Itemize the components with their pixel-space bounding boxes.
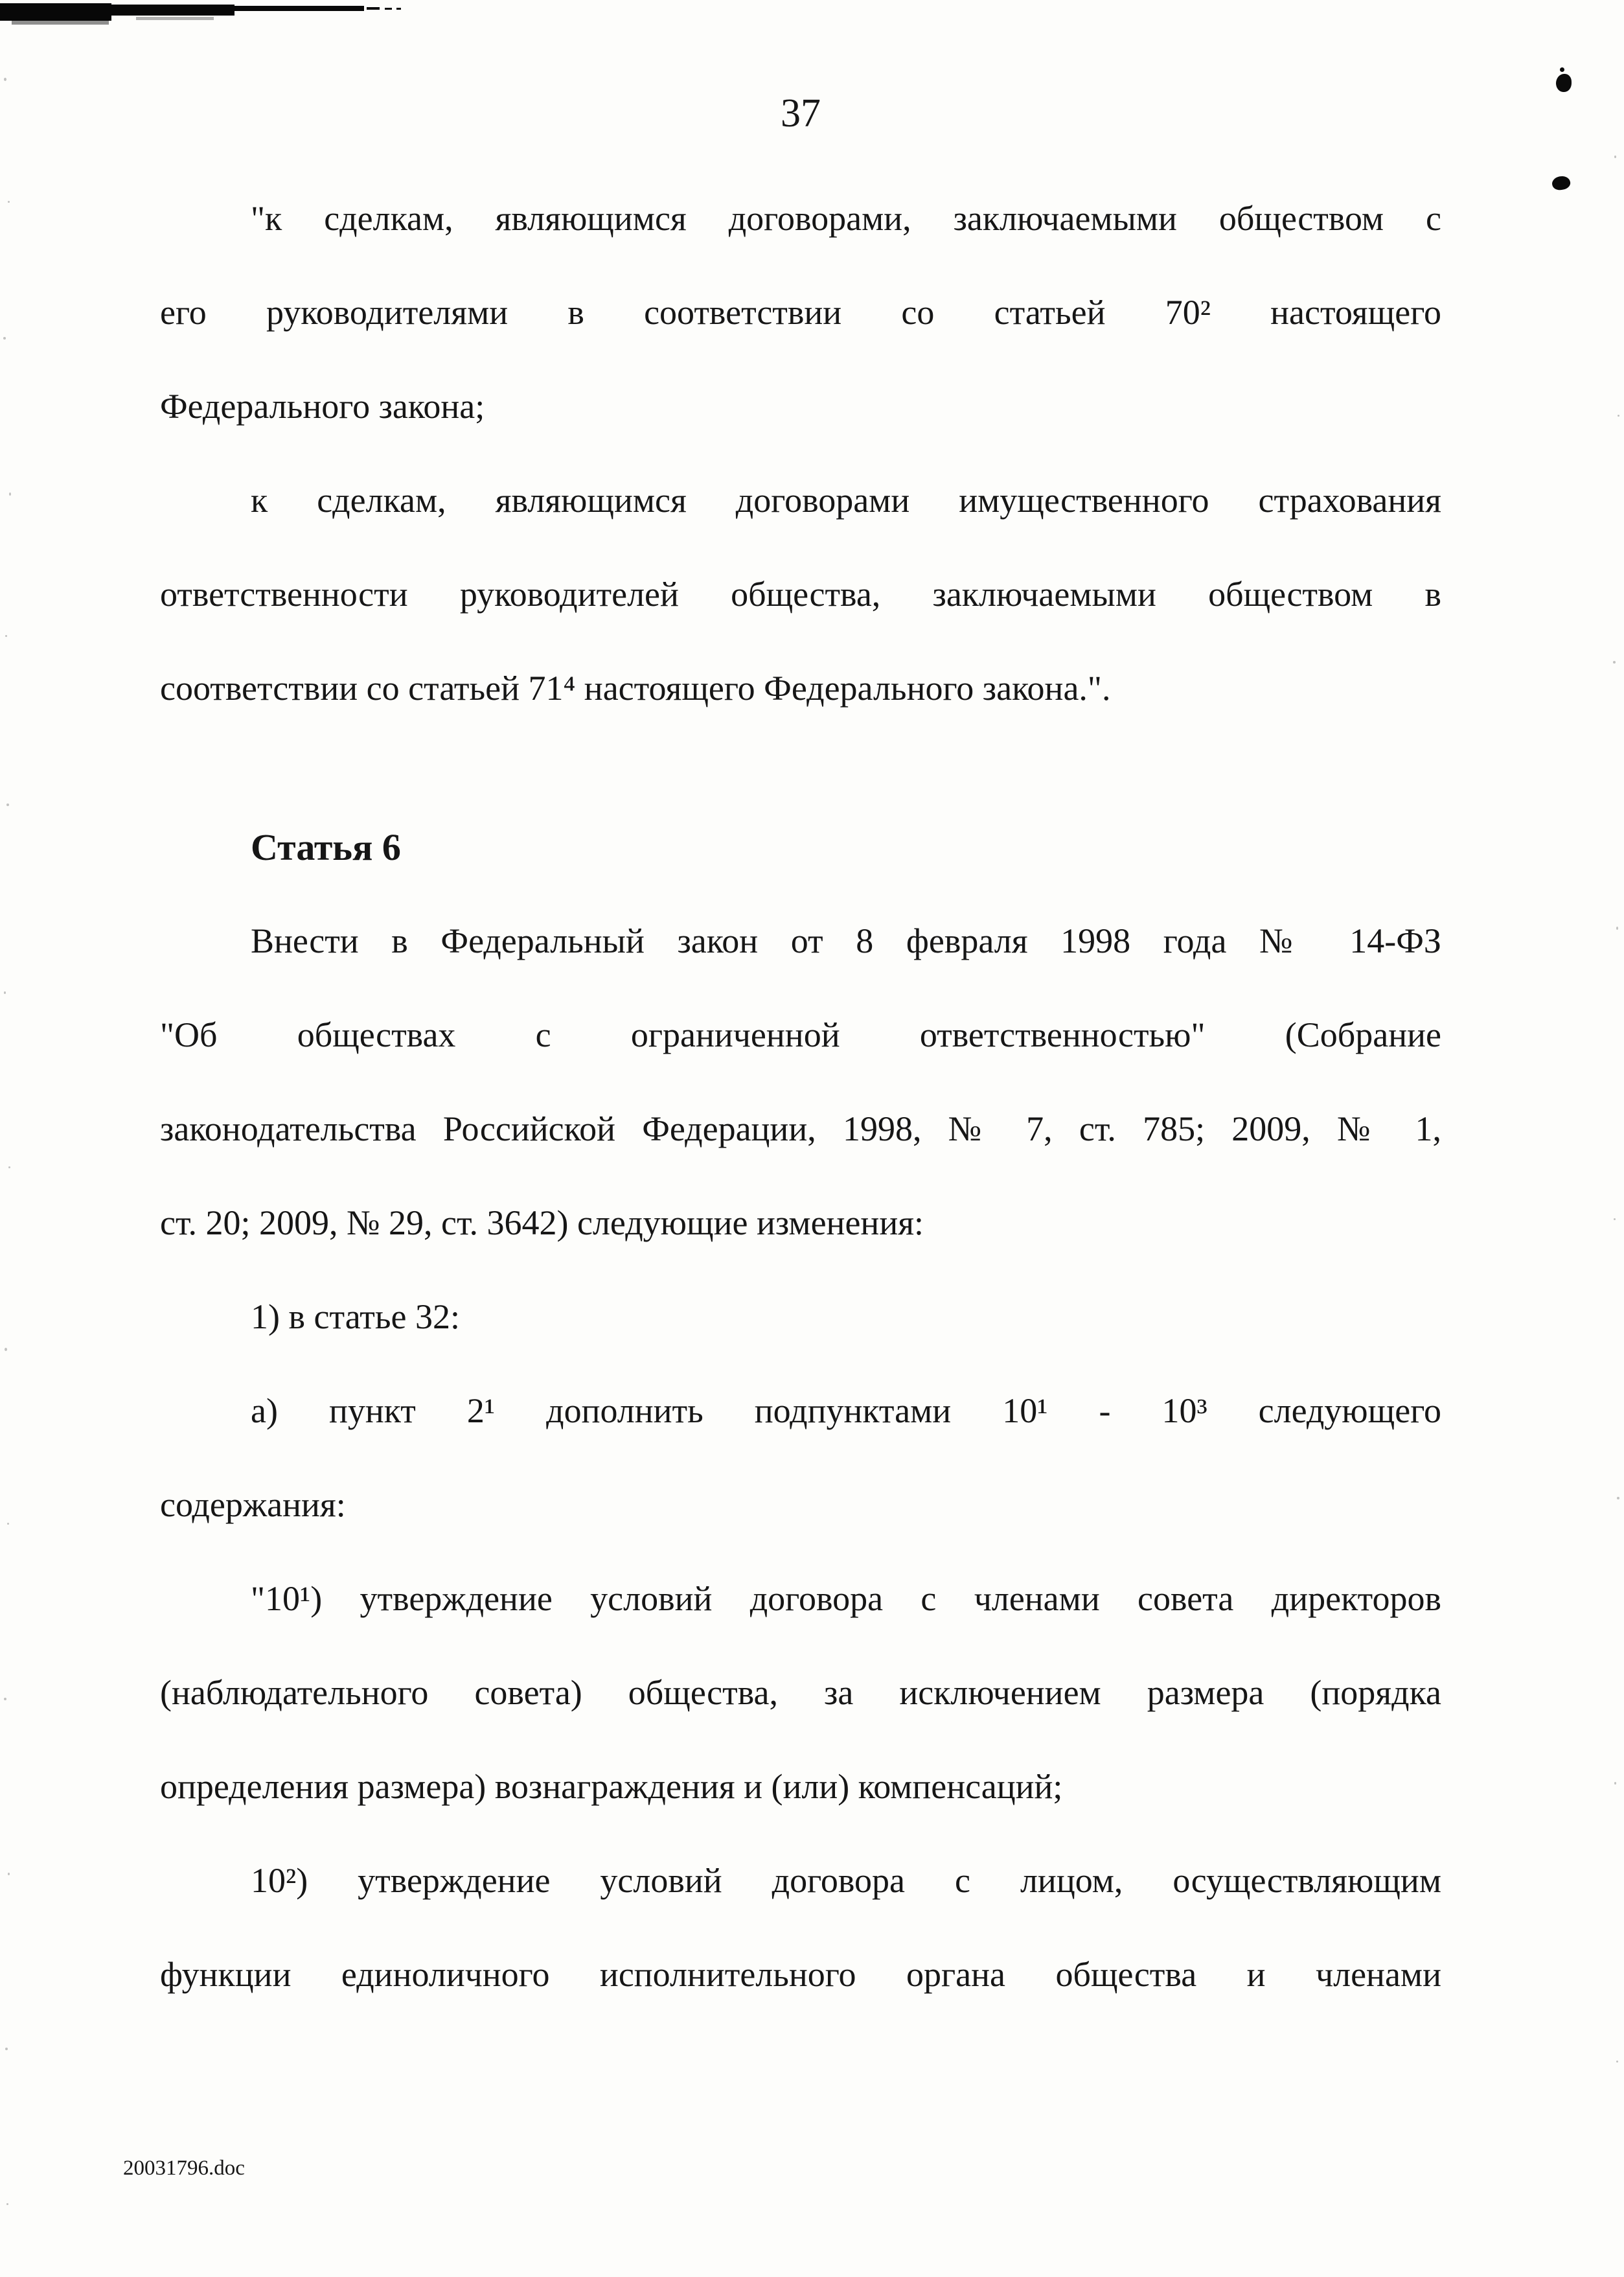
scan-speck [1613, 661, 1616, 664]
scan-speck [5, 1348, 7, 1351]
scan-speck [7, 1523, 9, 1525]
scan-speck [5, 635, 7, 637]
text-line: Федерального закона; [160, 387, 485, 426]
text-line: "10¹) утверждение условий договора с членами совета директоров [251, 1579, 1441, 1618]
paragraph [160, 1834, 1441, 2022]
text-line: "к сделкам, являющимся договорами, заключаемыми обществом с [251, 199, 1441, 238]
text-line: функции единоличного исполнительного органа общества и членами [160, 1955, 1441, 1994]
paragraph [160, 454, 1441, 735]
ink-blot [1551, 174, 1572, 191]
text-line: 1) в статье 32: [251, 1297, 460, 1336]
scan-speck [9, 492, 11, 496]
scan-artifact-top [0, 0, 531, 31]
paragraph [160, 1270, 1441, 1364]
text-line: Внести в Федеральный закон от 8 февраля 1998 года № 14-ФЗ [251, 921, 1441, 960]
text-line: к сделкам, являющимся договорами имущественного страхования [251, 481, 1441, 520]
paragraph [160, 1552, 1441, 1834]
text-line: его руководителями в соответствии со статьей 70² настоящего [160, 293, 1441, 332]
scan-speck [8, 1873, 10, 1875]
paragraph [160, 894, 1441, 1270]
text-line: определения размера) вознаграждения и (или) компенсаций; [160, 1767, 1063, 1806]
text-line: ст. 20; 2009, № 29, ст. 3642) следующие изменения: [160, 1203, 924, 1242]
scan-speck [4, 78, 6, 81]
scan-speck [6, 2203, 8, 2205]
page-number: 37 [781, 91, 821, 135]
footer-filename: 20031796.doc [123, 2156, 245, 2180]
scan-speck [4, 1698, 6, 1700]
scan-speck [1618, 415, 1619, 417]
scan-speck [1614, 1782, 1616, 1785]
scan-speck [5, 2048, 8, 2050]
ink-blot [1556, 74, 1572, 92]
scan-speck [1616, 2061, 1618, 2063]
text-line: (наблюдательного совета) общества, за исключением размера (порядка [160, 1673, 1441, 1712]
scan-speck [1614, 1218, 1616, 1220]
scan-speck [1617, 1497, 1619, 1499]
text-line: ответственности руководителей общества, заключаемыми обществом в [160, 575, 1441, 614]
text-line: 10²) утверждение условий договора с лицом, осуществляющим [251, 1861, 1441, 1900]
heading-text: Статья 6 [251, 826, 401, 868]
scan-speck [8, 201, 10, 203]
article-heading [160, 800, 1441, 894]
text-line: а) пункт 2¹ дополнить подпунктами 10¹ - 10³ следующего [251, 1391, 1441, 1430]
scan-speck [4, 991, 6, 994]
paragraph [160, 1364, 1441, 1552]
scan-speck [6, 803, 9, 806]
scan-speck [1616, 927, 1618, 930]
scan-speck [3, 337, 6, 340]
document-body [160, 172, 1441, 2022]
text-line: содержания: [160, 1485, 346, 1524]
text-line: "Об обществах с ограниченной ответственностью" (Собрание [160, 1015, 1441, 1054]
scan-speck [1614, 156, 1616, 158]
text-line: соответствии со статьей 71⁴ настоящего Федерального закона.". [160, 669, 1111, 708]
scan-speck [8, 1166, 10, 1168]
text-line: законодательства Российской Федерации, 1998, № 7, ст. 785; 2009, № 1, [160, 1109, 1441, 1148]
paragraph [160, 172, 1441, 454]
